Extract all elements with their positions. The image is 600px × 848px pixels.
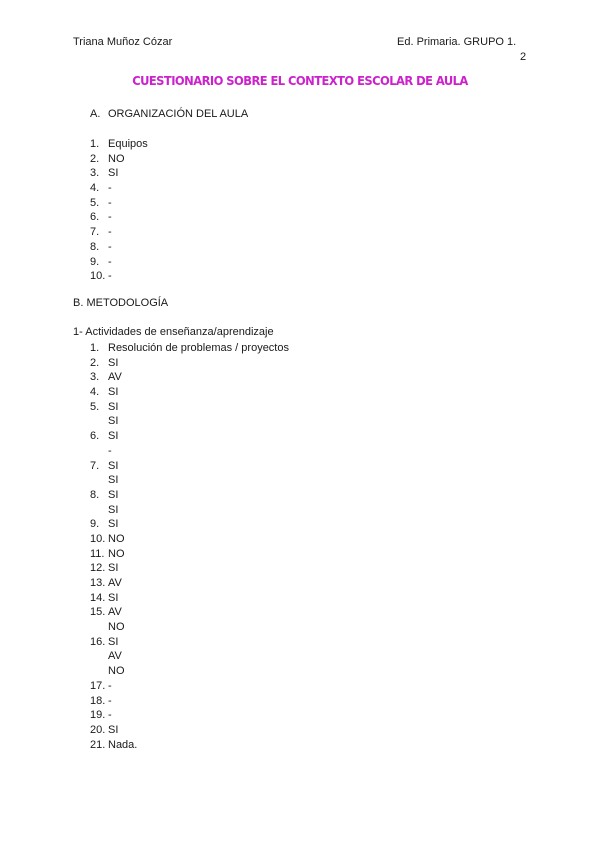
- list-item-answer: SI: [108, 591, 119, 604]
- list-item-answer: -: [108, 182, 112, 195]
- list-item-number: 6.: [90, 211, 100, 224]
- list-item-answer: AV: [108, 371, 122, 384]
- list-item: [90, 341, 289, 356]
- list-item: [90, 473, 289, 488]
- list-item: [90, 503, 289, 518]
- section-a-list: [90, 137, 148, 284]
- list-item-number: 9.: [90, 518, 100, 531]
- list-item-answer: SI: [108, 474, 119, 487]
- list-item-answer: -: [108, 679, 112, 692]
- list-item: [90, 517, 289, 532]
- list-item-number: 14.: [90, 591, 106, 604]
- list-item-answer: Resolución de problemas / proyectos: [108, 342, 289, 354]
- list-item-number: 3.: [90, 167, 100, 180]
- section-a-label: A.: [90, 108, 101, 120]
- list-item: [90, 210, 148, 225]
- list-item-answer: AV: [108, 577, 122, 589]
- list-item-answer: Nada.: [108, 738, 138, 751]
- list-item-answer: SI: [108, 356, 119, 369]
- list-item-number: 20.: [90, 723, 106, 736]
- list-item-number: 1.: [90, 342, 100, 354]
- header-course: Ed. Primaria. GRUPO 1.: [397, 36, 517, 48]
- list-item: [90, 240, 148, 255]
- list-item: [90, 488, 289, 503]
- page-number: 2: [520, 51, 527, 63]
- section-a-heading: [90, 108, 248, 120]
- list-item: [90, 561, 289, 576]
- list-item-number: 13.: [90, 577, 106, 589]
- list-item-number: 5.: [90, 400, 100, 413]
- list-item-answer: SI: [108, 518, 119, 531]
- list-item-number: 12.: [90, 562, 106, 575]
- list-item-number: 5.: [90, 196, 100, 209]
- list-item-answer: -: [108, 211, 112, 224]
- list-item-number: 11.: [90, 547, 105, 560]
- list-item-answer: -: [108, 709, 112, 722]
- list-item: [90, 137, 148, 152]
- list-item-answer: -: [108, 226, 112, 239]
- list-item-number: 8.: [90, 488, 100, 501]
- list-item: [90, 635, 289, 650]
- list-item: [90, 723, 289, 738]
- list-item-answer: SI: [108, 723, 119, 736]
- section-a-title: ORGANIZACIÓN DEL AULA: [108, 108, 249, 120]
- list-item: [90, 605, 289, 620]
- list-item-number: 17.: [90, 679, 106, 692]
- list-item-answer: -: [108, 444, 112, 457]
- list-item: [90, 385, 289, 400]
- list-item: [90, 649, 289, 664]
- list-item-number: 15.: [90, 606, 106, 619]
- document-title: CUESTIONARIO SOBRE EL CONTEXTO ESCOLAR DE AULA: [132, 73, 468, 88]
- list-item: [90, 708, 289, 723]
- list-item-answer: SI: [108, 167, 119, 180]
- list-item-answer: -: [108, 196, 112, 209]
- list-item-answer: NO: [108, 665, 125, 678]
- list-item-answer: -: [108, 255, 112, 268]
- list-item-number: 4.: [90, 182, 100, 195]
- list-item: [90, 547, 289, 562]
- list-item-number: 8.: [90, 240, 100, 253]
- list-item-number: 3.: [90, 371, 100, 384]
- list-item: [90, 429, 289, 444]
- list-item: [90, 166, 148, 181]
- list-item: [90, 738, 289, 753]
- list-item: [90, 620, 289, 635]
- list-item: [90, 591, 289, 606]
- list-item: [90, 152, 148, 167]
- list-item-answer: AV: [108, 606, 122, 619]
- list-item: [90, 459, 289, 474]
- list-item: [90, 664, 289, 679]
- list-item-answer: -: [108, 694, 112, 707]
- list-item-answer: AV: [108, 650, 122, 663]
- list-item: [90, 694, 289, 709]
- section-b-list: [90, 341, 289, 752]
- list-item: [90, 225, 148, 240]
- section-b-subheading: 1- Actividades de enseñanza/aprendizaje: [73, 326, 274, 338]
- list-item: [90, 370, 289, 385]
- list-item: [90, 400, 289, 415]
- list-item-number: 16.: [90, 635, 106, 648]
- list-item-answer: NO: [108, 152, 125, 165]
- list-item-number: 18.: [90, 694, 106, 707]
- list-item-number: 10.: [90, 270, 106, 283]
- list-item-number: 2.: [90, 152, 100, 165]
- list-item: [90, 196, 148, 211]
- list-item-number: 4.: [90, 386, 100, 399]
- list-item: [90, 269, 148, 284]
- list-item-number: 6.: [90, 430, 100, 443]
- list-item: [90, 356, 289, 371]
- list-item-answer: SI: [108, 430, 119, 443]
- list-item-answer: SI: [108, 400, 119, 413]
- list-item-answer: -: [108, 270, 112, 283]
- list-item-answer: NO: [108, 532, 125, 545]
- list-item-answer: SI: [108, 386, 119, 399]
- list-item-answer: SI: [108, 488, 119, 501]
- list-item: [90, 414, 289, 429]
- list-item-number: 21.: [90, 738, 106, 751]
- list-item-answer: SI: [108, 635, 119, 648]
- header-author: Triana Muñoz Cózar: [73, 36, 173, 48]
- list-item-answer: NO: [108, 621, 125, 634]
- list-item: [90, 181, 148, 196]
- list-item-answer: Equipos: [108, 138, 148, 150]
- list-item-answer: SI: [108, 415, 119, 428]
- list-item-answer: NO: [108, 547, 125, 560]
- list-item-answer: SI: [108, 503, 119, 516]
- list-item: [90, 255, 148, 270]
- list-item-number: 9.: [90, 255, 100, 268]
- list-item-number: 19.: [90, 709, 106, 722]
- list-item-answer: SI: [108, 562, 119, 575]
- list-item: [90, 576, 289, 591]
- list-item-answer: -: [108, 240, 112, 253]
- section-b-heading: B. METODOLOGÍA: [73, 297, 169, 309]
- list-item-number: 7.: [90, 459, 100, 472]
- list-item-answer: SI: [108, 459, 119, 472]
- list-item-number: 2.: [90, 356, 100, 369]
- list-item: [90, 679, 289, 694]
- list-item-number: 7.: [90, 226, 100, 239]
- list-item: [90, 532, 289, 547]
- list-item: [90, 444, 289, 459]
- list-item-number: 1.: [90, 138, 100, 150]
- list-item-number: 10.: [90, 532, 106, 545]
